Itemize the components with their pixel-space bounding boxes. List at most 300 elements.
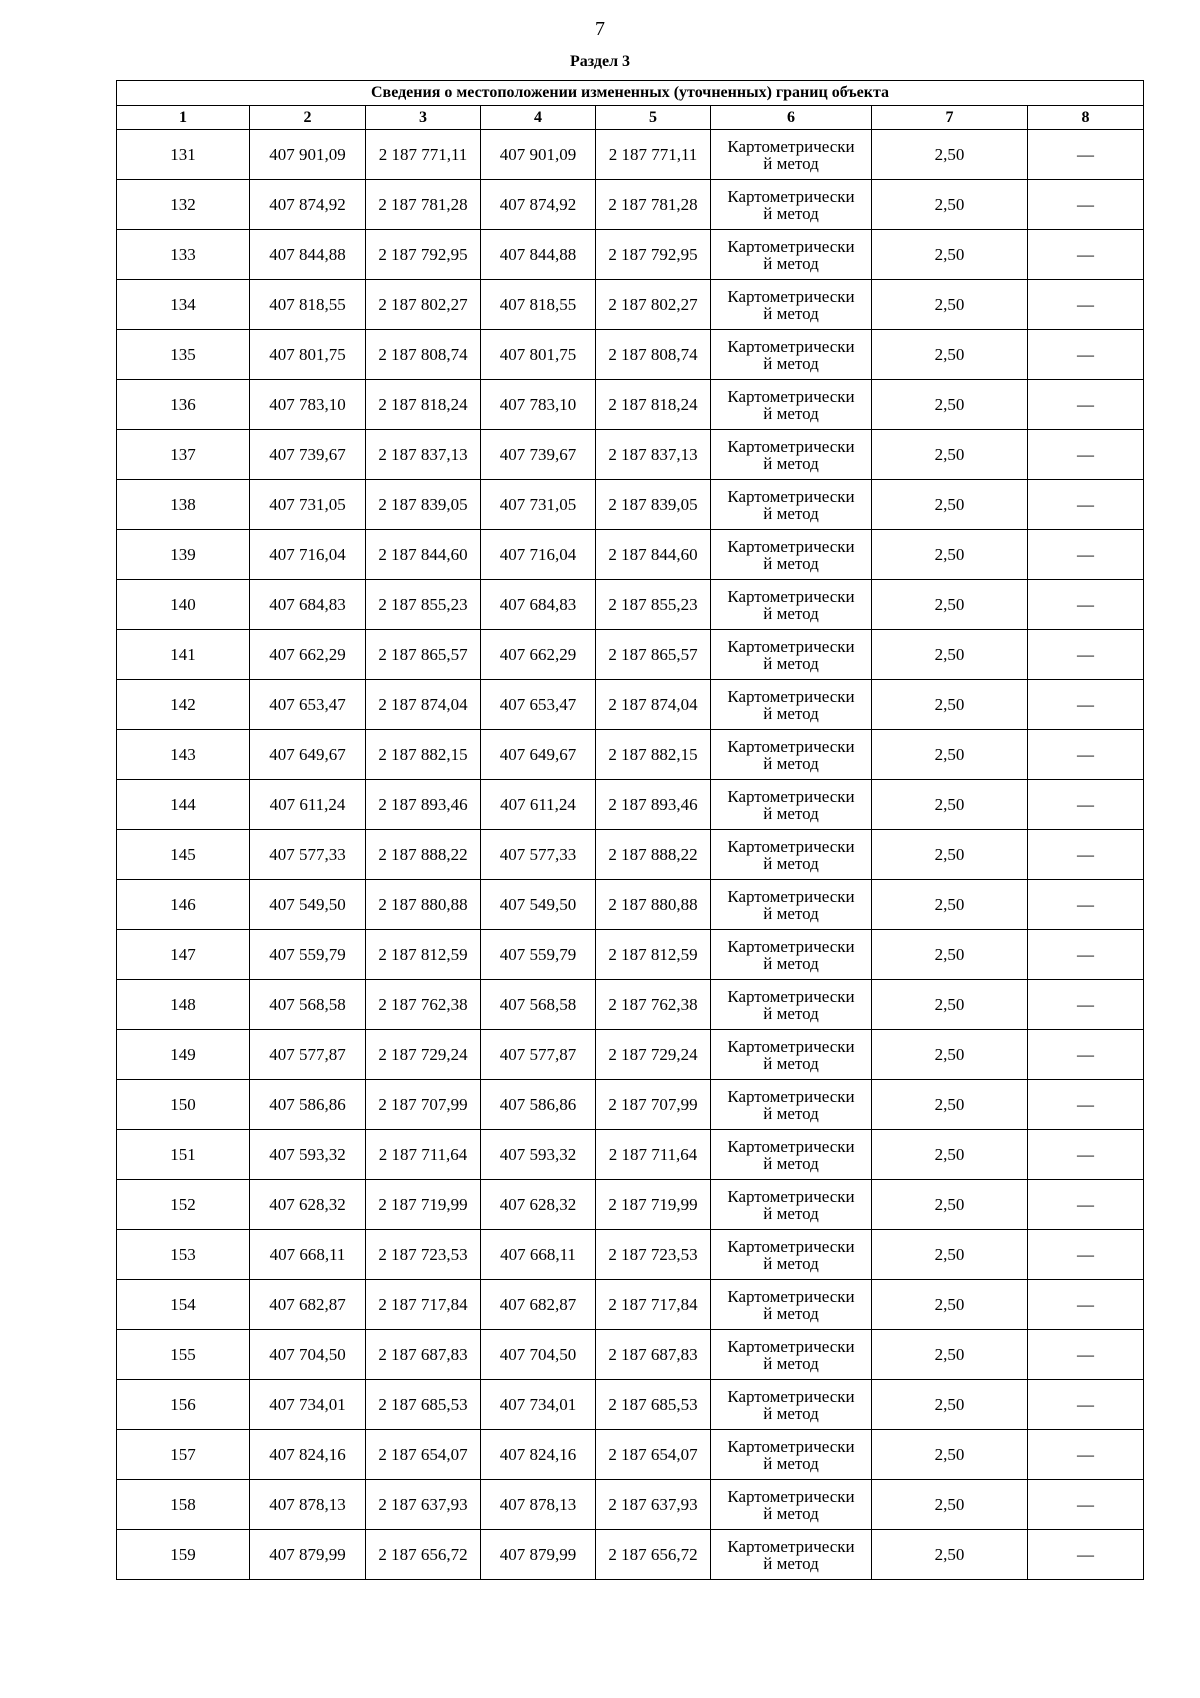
y-coordinate-new-cell: 2 187 792,95	[596, 230, 711, 280]
x-coordinate-existing-cell: 407 577,33	[250, 830, 366, 880]
method-line: й метод	[763, 453, 819, 473]
method-line: Картометрически	[727, 536, 855, 556]
column-number-row	[117, 106, 1144, 130]
method-cell	[711, 630, 872, 680]
method-cell	[711, 580, 872, 630]
x-coordinate-new-cell: 407 559,79	[481, 930, 596, 980]
y-coordinate-new-cell: 2 187 719,99	[596, 1180, 711, 1230]
x-coordinate-new-cell: 407 879,99	[481, 1530, 596, 1580]
x-coordinate-existing-cell: 407 662,29	[250, 630, 366, 680]
method-line: Картометрически	[727, 986, 855, 1006]
y-coordinate-existing-cell: 2 187 685,53	[366, 1380, 481, 1430]
method-line: й метод	[763, 953, 819, 973]
method-line: Картометрически	[727, 1036, 855, 1056]
x-coordinate-new-cell: 407 874,92	[481, 180, 596, 230]
page-number: 7	[595, 18, 605, 40]
method-cell	[711, 330, 872, 380]
table-row	[117, 1480, 1144, 1530]
y-coordinate-new-cell: 2 187 874,04	[596, 680, 711, 730]
method-cell	[711, 380, 872, 430]
column-number: 2	[250, 106, 366, 130]
method-line: й метод	[763, 1103, 819, 1123]
method-cell	[711, 230, 872, 280]
y-coordinate-new-cell: 2 187 771,11	[596, 130, 711, 180]
note-cell: —	[1028, 430, 1144, 480]
method-line: Картометрически	[727, 436, 855, 456]
x-coordinate-existing-cell: 407 568,58	[250, 980, 366, 1030]
method-cell	[711, 880, 872, 930]
method-cell	[711, 980, 872, 1030]
table-row	[117, 730, 1144, 780]
y-coordinate-existing-cell: 2 187 719,99	[366, 1180, 481, 1230]
table-row	[117, 1230, 1144, 1280]
note-cell: —	[1028, 1280, 1144, 1330]
note-cell: —	[1028, 630, 1144, 680]
method-line: й метод	[763, 703, 819, 723]
y-coordinate-existing-cell: 2 187 687,83	[366, 1330, 481, 1380]
method-line: й метод	[763, 1003, 819, 1023]
column-number: 5	[596, 106, 711, 130]
x-coordinate-existing-cell: 407 586,86	[250, 1080, 366, 1130]
method-line: й метод	[763, 503, 819, 523]
method-line: Картометрически	[727, 1286, 855, 1306]
table-row	[117, 580, 1144, 630]
method-cell	[711, 1180, 872, 1230]
method-line: Картометрически	[727, 836, 855, 856]
table-row	[117, 630, 1144, 680]
accuracy-cell: 2,50	[872, 1180, 1028, 1230]
y-coordinate-existing-cell: 2 187 880,88	[366, 880, 481, 930]
y-coordinate-existing-cell: 2 187 808,74	[366, 330, 481, 380]
y-coordinate-existing-cell: 2 187 812,59	[366, 930, 481, 980]
x-coordinate-new-cell: 407 549,50	[481, 880, 596, 930]
y-coordinate-existing-cell: 2 187 711,64	[366, 1130, 481, 1180]
x-coordinate-existing-cell: 407 628,32	[250, 1180, 366, 1230]
point-number-cell: 131	[117, 130, 250, 180]
accuracy-cell: 2,50	[872, 780, 1028, 830]
point-number-cell: 147	[117, 930, 250, 980]
y-coordinate-existing-cell: 2 187 844,60	[366, 530, 481, 580]
x-coordinate-new-cell: 407 649,67	[481, 730, 596, 780]
y-coordinate-new-cell: 2 187 729,24	[596, 1030, 711, 1080]
note-cell: —	[1028, 980, 1144, 1030]
accuracy-cell: 2,50	[872, 1230, 1028, 1280]
method-line: й метод	[763, 1253, 819, 1273]
table-row	[117, 830, 1144, 880]
note-cell: —	[1028, 230, 1144, 280]
method-line: Картометрически	[727, 186, 855, 206]
method-line: Картометрически	[727, 736, 855, 756]
x-coordinate-existing-cell: 407 874,92	[250, 180, 366, 230]
point-number-cell: 132	[117, 180, 250, 230]
y-coordinate-new-cell: 2 187 685,53	[596, 1380, 711, 1430]
point-number-cell: 152	[117, 1180, 250, 1230]
method-cell	[711, 430, 872, 480]
y-coordinate-new-cell: 2 187 844,60	[596, 530, 711, 580]
point-number-cell: 140	[117, 580, 250, 630]
column-number: 8	[1028, 106, 1144, 130]
point-number-cell: 133	[117, 230, 250, 280]
method-cell	[711, 530, 872, 580]
y-coordinate-new-cell: 2 187 893,46	[596, 780, 711, 830]
x-coordinate-new-cell: 407 731,05	[481, 480, 596, 530]
y-coordinate-new-cell: 2 187 837,13	[596, 430, 711, 480]
column-number: 7	[872, 106, 1028, 130]
point-number-cell: 138	[117, 480, 250, 530]
accuracy-cell: 2,50	[872, 1480, 1028, 1530]
y-coordinate-new-cell: 2 187 865,57	[596, 630, 711, 680]
method-cell	[711, 1130, 872, 1180]
point-number-cell: 139	[117, 530, 250, 580]
accuracy-cell: 2,50	[872, 330, 1028, 380]
y-coordinate-new-cell: 2 187 637,93	[596, 1480, 711, 1530]
method-line: Картометрически	[727, 886, 855, 906]
y-coordinate-existing-cell: 2 187 837,13	[366, 430, 481, 480]
y-coordinate-new-cell: 2 187 882,15	[596, 730, 711, 780]
note-cell: —	[1028, 180, 1144, 230]
table-row	[117, 1130, 1144, 1180]
method-cell	[711, 1030, 872, 1080]
method-cell	[711, 1230, 872, 1280]
point-number-cell: 156	[117, 1380, 250, 1430]
x-coordinate-new-cell: 407 901,09	[481, 130, 596, 180]
x-coordinate-existing-cell: 407 879,99	[250, 1530, 366, 1580]
method-line: й метод	[763, 1453, 819, 1473]
method-line: й метод	[763, 303, 819, 323]
table-row	[117, 680, 1144, 730]
y-coordinate-existing-cell: 2 187 729,24	[366, 1030, 481, 1080]
method-line: й метод	[763, 553, 819, 573]
table-row	[117, 1430, 1144, 1480]
method-line: й метод	[763, 1303, 819, 1323]
table-row	[117, 380, 1144, 430]
method-line: Картометрически	[727, 1236, 855, 1256]
section-title: Раздел 3	[569, 53, 631, 70]
x-coordinate-existing-cell: 407 682,87	[250, 1280, 366, 1330]
note-cell: —	[1028, 880, 1144, 930]
y-coordinate-existing-cell: 2 187 654,07	[366, 1430, 481, 1480]
accuracy-cell: 2,50	[872, 1280, 1028, 1330]
y-coordinate-new-cell: 2 187 888,22	[596, 830, 711, 880]
point-number-cell: 150	[117, 1080, 250, 1130]
method-line: й метод	[763, 753, 819, 773]
accuracy-cell: 2,50	[872, 230, 1028, 280]
method-cell	[711, 180, 872, 230]
accuracy-cell: 2,50	[872, 1530, 1028, 1580]
point-number-cell: 134	[117, 280, 250, 330]
x-coordinate-new-cell: 407 801,75	[481, 330, 596, 380]
x-coordinate-existing-cell: 407 818,55	[250, 280, 366, 330]
method-line: Картометрически	[727, 586, 855, 606]
accuracy-cell: 2,50	[872, 630, 1028, 680]
y-coordinate-existing-cell: 2 187 762,38	[366, 980, 481, 1030]
y-coordinate-new-cell: 2 187 808,74	[596, 330, 711, 380]
x-coordinate-existing-cell: 407 559,79	[250, 930, 366, 980]
method-line: й метод	[763, 253, 819, 273]
point-number-cell: 158	[117, 1480, 250, 1530]
accuracy-cell: 2,50	[872, 1330, 1028, 1380]
point-number-cell: 137	[117, 430, 250, 480]
point-number-cell: 144	[117, 780, 250, 830]
note-cell: —	[1028, 1330, 1144, 1380]
y-coordinate-existing-cell: 2 187 818,24	[366, 380, 481, 430]
x-coordinate-new-cell: 407 593,32	[481, 1130, 596, 1180]
point-number-cell: 159	[117, 1530, 250, 1580]
method-line: Картометрически	[727, 386, 855, 406]
x-coordinate-new-cell: 407 611,24	[481, 780, 596, 830]
table-row	[117, 980, 1144, 1030]
column-number: 1	[117, 106, 250, 130]
point-number-cell: 141	[117, 630, 250, 680]
note-cell: —	[1028, 1480, 1144, 1530]
x-coordinate-existing-cell: 407 716,04	[250, 530, 366, 580]
method-line: Картометрически	[727, 636, 855, 656]
y-coordinate-new-cell: 2 187 839,05	[596, 480, 711, 530]
accuracy-cell: 2,50	[872, 1030, 1028, 1080]
table-row	[117, 280, 1144, 330]
table-row	[117, 1080, 1144, 1130]
point-number-cell: 146	[117, 880, 250, 930]
point-number-cell: 149	[117, 1030, 250, 1080]
note-cell: —	[1028, 380, 1144, 430]
table-row	[117, 880, 1144, 930]
x-coordinate-existing-cell: 407 668,11	[250, 1230, 366, 1280]
y-coordinate-new-cell: 2 187 723,53	[596, 1230, 711, 1280]
note-cell: —	[1028, 480, 1144, 530]
y-coordinate-existing-cell: 2 187 855,23	[366, 580, 481, 630]
accuracy-cell: 2,50	[872, 730, 1028, 780]
note-cell: —	[1028, 1130, 1144, 1180]
method-line: Картометрически	[727, 136, 855, 156]
note-cell: —	[1028, 1180, 1144, 1230]
note-cell: —	[1028, 580, 1144, 630]
method-line: Картометрически	[727, 286, 855, 306]
boundary-table	[116, 80, 1144, 1580]
x-coordinate-existing-cell: 407 878,13	[250, 1480, 366, 1530]
method-cell	[711, 1080, 872, 1130]
method-line: й метод	[763, 603, 819, 623]
method-cell	[711, 1280, 872, 1330]
column-number: 3	[366, 106, 481, 130]
x-coordinate-existing-cell: 407 844,88	[250, 230, 366, 280]
table-row	[117, 1330, 1144, 1380]
point-number-cell: 151	[117, 1130, 250, 1180]
accuracy-cell: 2,50	[872, 1080, 1028, 1130]
method-line: Картометрически	[727, 486, 855, 506]
x-coordinate-existing-cell: 407 549,50	[250, 880, 366, 930]
table-row	[117, 330, 1144, 380]
method-cell	[711, 1530, 872, 1580]
x-coordinate-new-cell: 407 716,04	[481, 530, 596, 580]
accuracy-cell: 2,50	[872, 980, 1028, 1030]
y-coordinate-new-cell: 2 187 711,64	[596, 1130, 711, 1180]
method-cell	[711, 680, 872, 730]
method-line: й метод	[763, 1503, 819, 1523]
y-coordinate-new-cell: 2 187 818,24	[596, 380, 711, 430]
method-line: й метод	[763, 1203, 819, 1223]
y-coordinate-existing-cell: 2 187 656,72	[366, 1530, 481, 1580]
table-row	[117, 930, 1144, 980]
column-number: 4	[481, 106, 596, 130]
x-coordinate-existing-cell: 407 704,50	[250, 1330, 366, 1380]
note-cell: —	[1028, 1380, 1144, 1430]
method-cell	[711, 730, 872, 780]
table-row	[117, 180, 1144, 230]
accuracy-cell: 2,50	[872, 480, 1028, 530]
x-coordinate-new-cell: 407 824,16	[481, 1430, 596, 1480]
x-coordinate-new-cell: 407 704,50	[481, 1330, 596, 1380]
y-coordinate-new-cell: 2 187 855,23	[596, 580, 711, 630]
x-coordinate-existing-cell: 407 783,10	[250, 380, 366, 430]
method-cell	[711, 130, 872, 180]
note-cell: —	[1028, 1230, 1144, 1280]
note-cell: —	[1028, 130, 1144, 180]
y-coordinate-existing-cell: 2 187 771,11	[366, 130, 481, 180]
table-row	[117, 1280, 1144, 1330]
y-coordinate-existing-cell: 2 187 723,53	[366, 1230, 481, 1280]
method-line: й метод	[763, 803, 819, 823]
x-coordinate-existing-cell: 407 734,01	[250, 1380, 366, 1430]
x-coordinate-existing-cell: 407 593,32	[250, 1130, 366, 1180]
method-line: й метод	[763, 853, 819, 873]
method-line: Картометрически	[727, 1186, 855, 1206]
y-coordinate-existing-cell: 2 187 792,95	[366, 230, 481, 280]
method-cell	[711, 830, 872, 880]
note-cell: —	[1028, 930, 1144, 980]
accuracy-cell: 2,50	[872, 880, 1028, 930]
y-coordinate-new-cell: 2 187 707,99	[596, 1080, 711, 1130]
method-line: Картометрически	[727, 1136, 855, 1156]
x-coordinate-new-cell: 407 818,55	[481, 280, 596, 330]
x-coordinate-new-cell: 407 577,87	[481, 1030, 596, 1080]
note-cell: —	[1028, 1430, 1144, 1480]
accuracy-cell: 2,50	[872, 830, 1028, 880]
note-cell: —	[1028, 330, 1144, 380]
x-coordinate-new-cell: 407 568,58	[481, 980, 596, 1030]
accuracy-cell: 2,50	[872, 530, 1028, 580]
point-number-cell: 157	[117, 1430, 250, 1480]
table-title: Сведения о местоположении измененных (уточненных) границ объекта	[117, 81, 1144, 106]
y-coordinate-new-cell: 2 187 812,59	[596, 930, 711, 980]
method-line: й метод	[763, 153, 819, 173]
accuracy-cell: 2,50	[872, 280, 1028, 330]
y-coordinate-new-cell: 2 187 781,28	[596, 180, 711, 230]
table-row	[117, 230, 1144, 280]
table-row	[117, 130, 1144, 180]
method-line: Картометрически	[727, 336, 855, 356]
point-number-cell: 142	[117, 680, 250, 730]
column-number: 6	[711, 106, 872, 130]
x-coordinate-existing-cell: 407 577,87	[250, 1030, 366, 1080]
x-coordinate-new-cell: 407 844,88	[481, 230, 596, 280]
table-row	[117, 1530, 1144, 1580]
point-number-cell: 154	[117, 1280, 250, 1330]
method-cell	[711, 280, 872, 330]
y-coordinate-existing-cell: 2 187 717,84	[366, 1280, 481, 1330]
y-coordinate-new-cell: 2 187 880,88	[596, 880, 711, 930]
table-row	[117, 780, 1144, 830]
x-coordinate-existing-cell: 407 801,75	[250, 330, 366, 380]
point-number-cell: 145	[117, 830, 250, 880]
note-cell: —	[1028, 830, 1144, 880]
note-cell: —	[1028, 680, 1144, 730]
method-line: й метод	[763, 1053, 819, 1073]
y-coordinate-new-cell: 2 187 762,38	[596, 980, 711, 1030]
method-line: й метод	[763, 1553, 819, 1573]
accuracy-cell: 2,50	[872, 930, 1028, 980]
method-line: Картометрически	[727, 1536, 855, 1556]
note-cell: —	[1028, 1530, 1144, 1580]
table-row	[117, 1180, 1144, 1230]
accuracy-cell: 2,50	[872, 1130, 1028, 1180]
note-cell: —	[1028, 730, 1144, 780]
method-line: Картометрически	[727, 1336, 855, 1356]
y-coordinate-existing-cell: 2 187 637,93	[366, 1480, 481, 1530]
method-line: й метод	[763, 203, 819, 223]
point-number-cell: 135	[117, 330, 250, 380]
x-coordinate-new-cell: 407 878,13	[481, 1480, 596, 1530]
note-cell: —	[1028, 530, 1144, 580]
accuracy-cell: 2,50	[872, 580, 1028, 630]
accuracy-cell: 2,50	[872, 1430, 1028, 1480]
table-row	[117, 430, 1144, 480]
method-line: й метод	[763, 353, 819, 373]
note-cell: —	[1028, 780, 1144, 830]
x-coordinate-existing-cell: 407 653,47	[250, 680, 366, 730]
method-cell	[711, 1430, 872, 1480]
x-coordinate-new-cell: 407 668,11	[481, 1230, 596, 1280]
accuracy-cell: 2,50	[872, 380, 1028, 430]
method-line: Картометрически	[727, 1086, 855, 1106]
point-number-cell: 155	[117, 1330, 250, 1380]
accuracy-cell: 2,50	[872, 130, 1028, 180]
method-line: Картометрически	[727, 1486, 855, 1506]
x-coordinate-existing-cell: 407 824,16	[250, 1430, 366, 1480]
accuracy-cell: 2,50	[872, 1380, 1028, 1430]
method-cell	[711, 930, 872, 980]
method-cell	[711, 1380, 872, 1430]
method-cell	[711, 1330, 872, 1380]
y-coordinate-existing-cell: 2 187 865,57	[366, 630, 481, 680]
accuracy-cell: 2,50	[872, 430, 1028, 480]
point-number-cell: 148	[117, 980, 250, 1030]
table-row	[117, 1030, 1144, 1080]
y-coordinate-new-cell: 2 187 687,83	[596, 1330, 711, 1380]
y-coordinate-new-cell: 2 187 717,84	[596, 1280, 711, 1330]
method-line: й метод	[763, 1403, 819, 1423]
point-number-cell: 136	[117, 380, 250, 430]
y-coordinate-existing-cell: 2 187 882,15	[366, 730, 481, 780]
method-cell	[711, 780, 872, 830]
table-title-row	[117, 81, 1144, 106]
y-coordinate-new-cell: 2 187 802,27	[596, 280, 711, 330]
method-line: й метод	[763, 1353, 819, 1373]
x-coordinate-new-cell: 407 684,83	[481, 580, 596, 630]
point-number-cell: 143	[117, 730, 250, 780]
x-coordinate-new-cell: 407 628,32	[481, 1180, 596, 1230]
x-coordinate-new-cell: 407 586,86	[481, 1080, 596, 1130]
table-row	[117, 480, 1144, 530]
x-coordinate-new-cell: 407 734,01	[481, 1380, 596, 1430]
point-number-cell: 153	[117, 1230, 250, 1280]
y-coordinate-existing-cell: 2 187 707,99	[366, 1080, 481, 1130]
method-cell	[711, 1480, 872, 1530]
x-coordinate-existing-cell: 407 611,24	[250, 780, 366, 830]
y-coordinate-existing-cell: 2 187 802,27	[366, 280, 481, 330]
x-coordinate-new-cell: 407 739,67	[481, 430, 596, 480]
x-coordinate-new-cell: 407 577,33	[481, 830, 596, 880]
x-coordinate-existing-cell: 407 649,67	[250, 730, 366, 780]
